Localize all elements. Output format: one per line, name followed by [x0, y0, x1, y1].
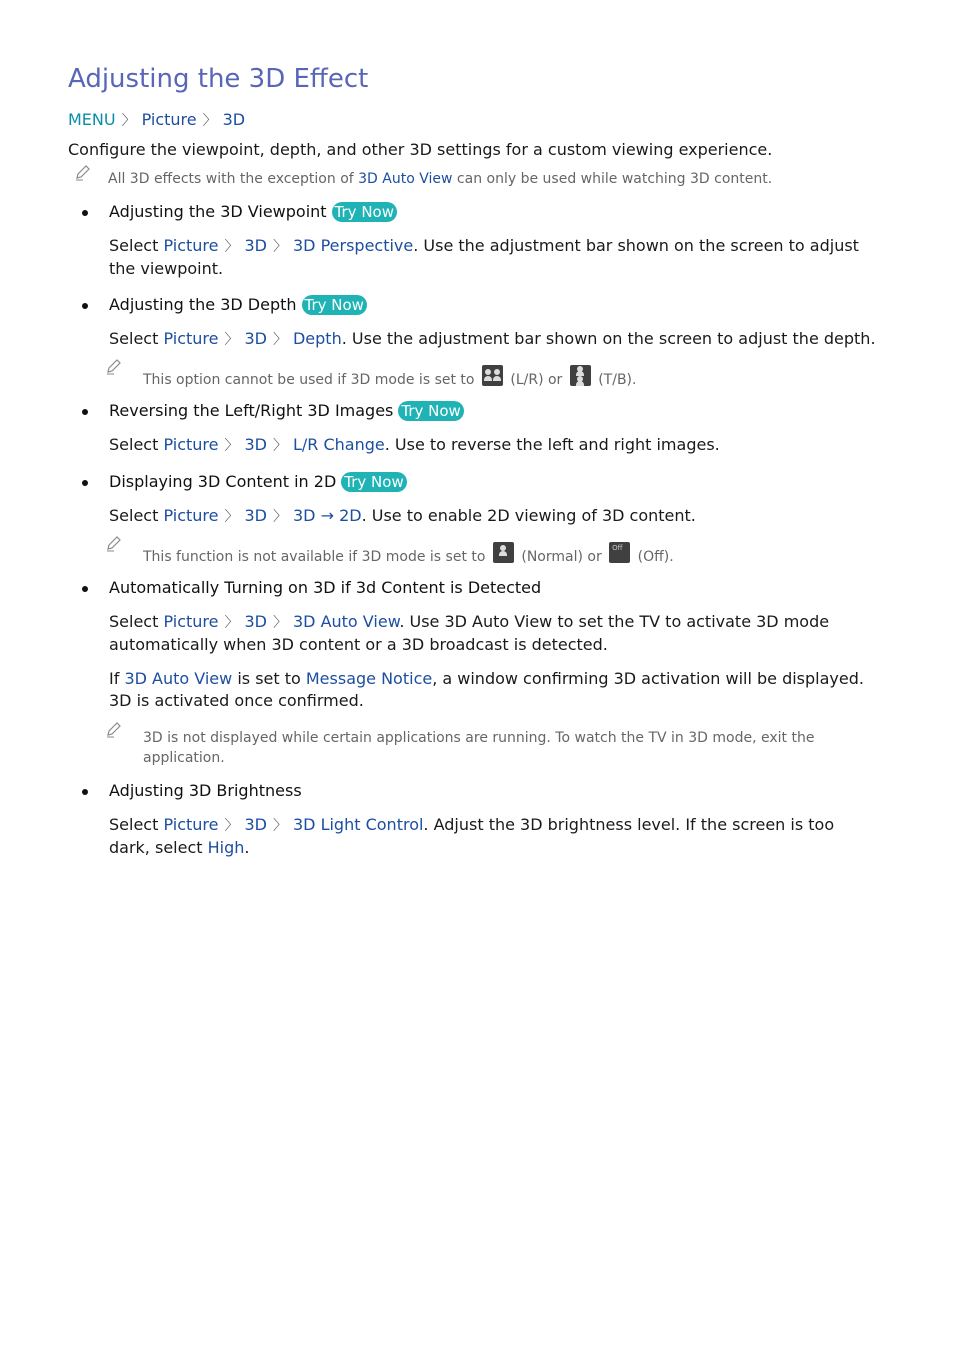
body-text: . [244, 838, 250, 857]
path-3d[interactable]: 3D [244, 236, 267, 255]
select-text: Select [109, 236, 164, 255]
chevron-right-icon: 〉 [224, 509, 239, 525]
section-lr-body [68, 434, 880, 457]
path-picture[interactable]: Picture [163, 506, 219, 525]
keyword-3d-auto-view: 3D Auto View [124, 669, 233, 688]
section-2d-heading [68, 471, 880, 493]
select-text: Select [109, 435, 164, 454]
keyword-message-notice: Message Notice [305, 669, 433, 688]
path-picture[interactable]: Picture [163, 612, 219, 631]
chevron-right-icon: 〉 [224, 818, 239, 834]
chevron-right-icon: 〉 [272, 509, 287, 525]
bullet-dot [82, 210, 88, 216]
body-text: . Use to enable 2D viewing of 3D content. [361, 506, 696, 525]
path-picture[interactable]: Picture [163, 815, 219, 834]
chevron-right-icon: 〉 [272, 239, 287, 255]
side-by-side-mode-icon [482, 365, 503, 386]
chevron-right-icon: 〉 [272, 818, 287, 834]
breadcrumb-menu[interactable]: MENU [68, 110, 116, 129]
chevron-right-icon: 〉 [224, 332, 239, 348]
path-3d[interactable]: 3D [244, 815, 267, 834]
heading-text: Reversing the Left/Right 3D Images [109, 401, 394, 420]
note-text: All 3D effects with the exception of [108, 171, 359, 187]
section-auto-heading [68, 577, 880, 599]
pencil-icon [74, 163, 92, 181]
heading-text: Automatically Turning on 3D if 3d Content is Detected [109, 578, 542, 597]
try-now-button[interactable]: Try Now [332, 202, 397, 222]
section-viewpoint-heading [68, 201, 880, 223]
page-title: Adjusting the 3D Effect [68, 64, 369, 94]
bullet-dot [82, 480, 88, 486]
path-picture[interactable]: Picture [163, 236, 219, 255]
section-auto-body [68, 611, 880, 656]
top-bottom-mode-icon [570, 365, 591, 386]
path-picture[interactable]: Picture [163, 435, 219, 454]
heading-text: Adjusting 3D Brightness [109, 781, 302, 800]
body-text: is set to [232, 669, 306, 688]
note-text: This option cannot be used if 3D mode is set to [143, 372, 479, 388]
chevron-right-icon: 〉 [224, 615, 239, 631]
path-3d-to-2d[interactable]: 3D → 2D [292, 506, 362, 525]
page [68, 62, 880, 859]
auto-note [143, 728, 880, 768]
breadcrumb-picture[interactable]: Picture [141, 110, 197, 129]
note-text: can only be used while watching 3D content. [452, 171, 773, 187]
top-note [68, 169, 880, 189]
try-now-button[interactable]: Try Now [341, 472, 406, 492]
bullet-dot [82, 303, 88, 309]
keyword-high: High [207, 838, 245, 857]
body-text: If [109, 669, 125, 688]
body-text: . Use 3D Auto View to set the TV to activate 3D mode automatically when 3D content or a 3D broadcast is detected. [109, 612, 830, 654]
chevron-right-icon: 〉 [224, 438, 239, 454]
body-text: . Adjust the 3D brightness level. If the screen is too dark, select [109, 815, 835, 857]
section-lr-heading [68, 400, 880, 422]
section-depth-body [68, 328, 880, 351]
chevron-right-icon: 〉 [224, 239, 239, 255]
try-now-button[interactable]: Try Now [302, 295, 367, 315]
heading-text: Displaying 3D Content in 2D [109, 472, 337, 491]
path-3d[interactable]: 3D [244, 612, 267, 631]
note-text: (Off). [633, 549, 674, 565]
off-label: Off [612, 544, 623, 552]
select-text: Select [109, 612, 164, 631]
section-auto-body-2 [68, 668, 880, 712]
body-text: . Use the adjustment bar shown on the screen to adjust the viewpoint. [109, 236, 859, 278]
bullet-dot [82, 789, 88, 795]
path-3d[interactable]: 3D [244, 329, 267, 348]
2d-note [143, 542, 880, 567]
path-3d-auto-view[interactable]: 3D Auto View [292, 612, 400, 631]
note-text: (Normal) or [516, 549, 607, 565]
chevron-right-icon: 〉 [121, 113, 136, 129]
note-text: (T/B). [593, 372, 637, 388]
section-2d-body [68, 505, 880, 528]
select-text: Select [109, 506, 164, 525]
bullet-dot [82, 409, 88, 415]
body-text: . Use to reverse the left and right images. [384, 435, 720, 454]
intro-text: Configure the viewpoint, depth, and other 3D settings for a custom viewing experience. [68, 140, 773, 159]
pencil-icon [105, 534, 123, 552]
path-3d-light-control[interactable]: 3D Light Control [292, 815, 424, 834]
chevron-right-icon: 〉 [272, 332, 287, 348]
note-text: 3D is not displayed while certain applications are running. To watch the TV in 3D mode, exit the application. [143, 730, 815, 766]
body-text: , a window confirming 3D activation will be displayed. 3D is activated once confirmed. [109, 669, 864, 710]
path-depth[interactable]: Depth [292, 329, 342, 348]
chevron-right-icon: 〉 [272, 615, 287, 631]
pencil-icon [105, 357, 123, 375]
path-3d[interactable]: 3D [244, 506, 267, 525]
heading-text: Adjusting the 3D Depth [109, 295, 297, 314]
section-viewpoint-body [68, 235, 880, 280]
normal-mode-icon [493, 542, 514, 563]
path-picture[interactable]: Picture [163, 329, 219, 348]
section-brightness-heading [68, 780, 880, 802]
depth-note [143, 365, 880, 390]
path-lr-change[interactable]: L/R Change [292, 435, 385, 454]
section-brightness-body [68, 814, 880, 859]
breadcrumb [68, 110, 880, 131]
heading-text: Adjusting the 3D Viewpoint [109, 202, 327, 221]
section-depth-heading [68, 294, 880, 316]
note-keyword: 3D Auto View [358, 171, 453, 187]
chevron-right-icon: 〉 [202, 113, 217, 129]
path-3d[interactable]: 3D [244, 435, 267, 454]
chevron-right-icon: 〉 [272, 438, 287, 454]
off-mode-icon [609, 542, 630, 563]
select-text: Select [109, 815, 164, 834]
note-text: (L/R) or [505, 372, 567, 388]
pencil-icon [105, 720, 123, 738]
try-now-button[interactable]: Try Now [398, 401, 463, 421]
select-text: Select [109, 329, 164, 348]
body-text: . Use the adjustment bar shown on the screen to adjust the depth. [341, 329, 876, 348]
bullet-dot [82, 586, 88, 592]
path-3d-perspective[interactable]: 3D Perspective [292, 236, 414, 255]
breadcrumb-3d[interactable]: 3D [222, 110, 246, 129]
note-text: This function is not available if 3D mode is set to [143, 549, 490, 565]
